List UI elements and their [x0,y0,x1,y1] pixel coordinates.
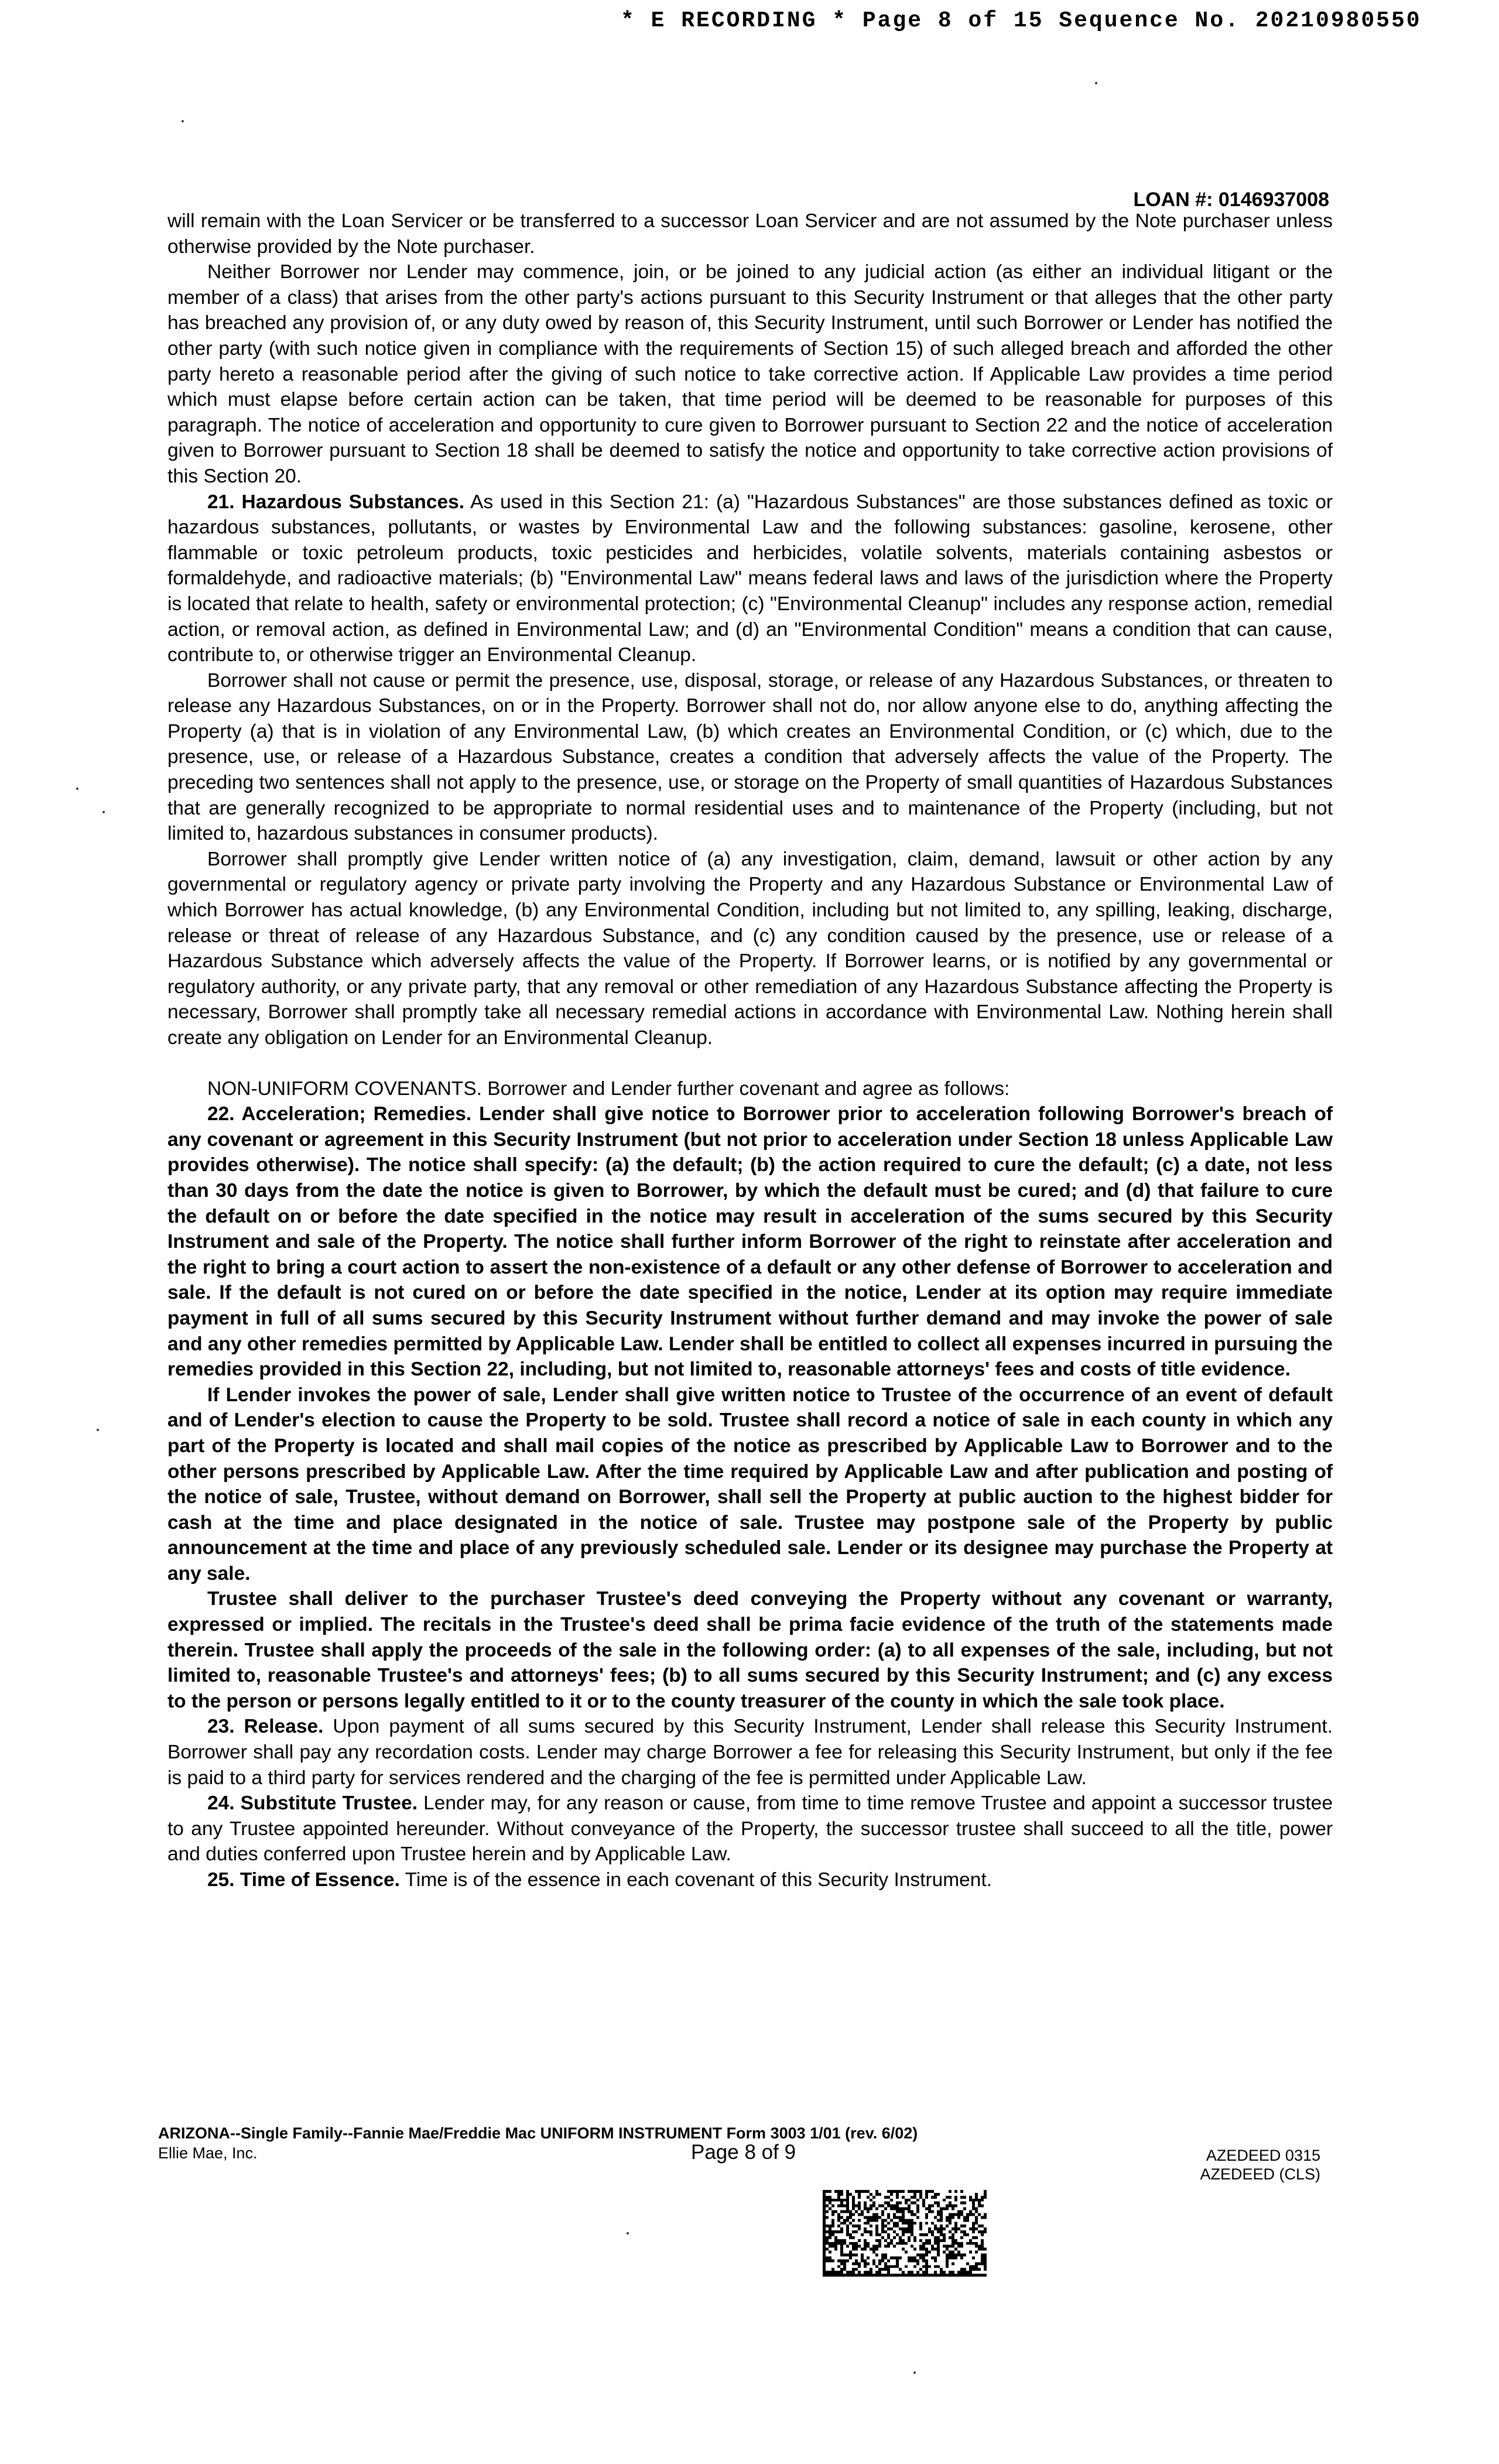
section-25 [167,1867,1333,1893]
footer-form-line: ARIZONA--Single Family--Fannie Mae/Freddie Mac UNIFORM INSTRUMENT Form 3003 1/01 (rev. 6/02) [158,2124,918,2142]
paragraph-judicial-action: Neither Borrower nor Lender may commence, join, or be joined to any judicial action (as either an individual litigant or the member of a class) that arises from the other party's actions pursuant to this Security Instrument or that alleges that the other party has breached any provision of, or any duty owed by reason of, this Security Instrument, until such Borrower or Lender has notified the other party (with such notice given in compliance with the requirements of Section 15) of such alleged breach and afforded the other party hereto a reasonable period after the giving of such notice to take corrective action. If Applicable Law provides a time period which must elapse before certain action can be taken, that time period will be deemed to be reasonable for purposes of this paragraph. The notice of acceleration and opportunity to cure given to Borrower pursuant to Section 22 and the notice of acceleration given to Borrower pursuant to Section 18 shall be deemed to satisfy the notice and opportunity to take corrective action provisions of this Section 20. [167,261,1333,487]
section-23 [167,1714,1333,1791]
section-24 [167,1791,1333,1867]
scan-speck [97,1429,99,1431]
paragraph-continuation: will remain with the Loan Servicer or be transferred to a successor Loan Servicer and are not assumed by the Note purchaser unless otherwise provided by the Note purchaser. [167,210,1333,258]
section-25-heading: 25. Time of Essence. [207,1869,400,1891]
scan-speck [102,811,105,813]
scan-speck [1095,82,1097,84]
section-23-heading: 23. Release. [207,1716,324,1738]
footer-vendor: Ellie Mae, Inc. [158,2144,258,2162]
loan-number: LOAN #: 0146937008 [1133,189,1329,211]
scan-speck [627,2232,629,2234]
section-25-text: Time is of the essence in each covenant of this Security Instrument. [399,1869,993,1891]
paragraph-trustee-deed: Trustee shall deliver to the purchaser Trustee's deed conveying the Property without any covenant or warranty, expressed or implied. The recitals in the Trustee's deed shall be prima facie evidence of the truth of the statements made therein. Trustee shall apply the proceeds of the sale in the following order: (a) to all expenses of the sale, including, but not limited to, reasonable Trustee's and attorneys' fees; (b) to all sums secured by this Security Instrument; and (c) any excess to the person or persons legally entitled to it or to the county treasurer of the county in which the sale took place. [167,1588,1333,1712]
scan-speck [913,2371,916,2374]
document-body [167,208,1333,1893]
non-uniform-covenants: NON-UNIFORM COVENANTS. Borrower and Lender further covenant and agree as follows: [207,1077,1010,1100]
scan-speck [182,120,184,122]
section-24-heading: 24. Substitute Trustee. [207,1792,418,1815]
section-21 [167,490,1333,668]
section-22: 22. Acceleration; Remedies. Lender shall give notice to Borrower prior to acceleration following Borrower's breach of any covenant or agreement in this Security Instrument (but not prior to acceleration under Section 18 unless Applicable Law provides otherwise). The notice shall specify: (a) the default; (b) the action required to cure the default; (c) a date, not less than 30 days from the date the notice is given to Borrower, by which the default must be cured; and (d) that failure to cure the default on or before the date specified in the notice may result in acceleration of the sums secured by this Security Instrument and sale of the Property. The notice shall further inform Borrower of the right to reinstate after acceleration and the right to bring a court action to assert the non-existence of a default or any other defense of Borrower to acceleration and sale. If the default is not cured on or before the date specified in the notice, Lender at its option may require immediate payment in full of all sums secured by this Security Instrument without further demand and may invoke the power of sale and any other remedies permitted by Applicable Law. Lender shall be entitled to collect all expenses incurred in pursuing the remedies provided in this Section 22, including, but not limited to, reasonable attorneys' fees and costs of title evidence. [167,1103,1333,1381]
recording-header: * E RECORDING * Page 8 of 15 Sequence No. 20210980550 [621,8,1422,33]
footer-page-number: Page 8 of 9 [691,2141,796,2164]
scan-speck [76,788,78,790]
paragraph-hazardous-notice: Borrower shall promptly give Lender written notice of (a) any investigation, claim, demand, lawsuit or other action by any governmental or regulatory agency or private party involving the Property and any Hazardous Substance or Environmental Law of which Borrower has actual knowledge, (b) any Environmental Condition, including but not limited to, any spilling, leaking, discharge, release or threat of release of any Hazardous Substance, and (c) any condition caused by the presence, use or release of a Hazardous Substance which adversely affects the value of the Property. If Borrower learns, or is notified by any governmental or regulatory authority, or any private party, that any removal or other remediation of any Hazardous Substance affecting the Property is necessary, Borrower shall promptly take all necessary remedial actions in accordance with Environmental Law. Nothing herein shall create any obligation on Lender for an Environmental Cleanup. [167,848,1333,1049]
footer-form-code-cls: AZEDEED (CLS) [1200,2165,1320,2183]
footer-form-code: AZEDEED 0315 [1206,2147,1320,2164]
section-24-text: Lender may, for any reason or cause, from time to time remove Trustee and appoint a successor trustee to any Trustee appointed hereunder. Without conveyance of the Property, the successor trustee shall succeed to all the title, power and duties conferred upon Trustee herein and by Applicable Law. [167,1792,1333,1866]
section-23-text: Upon payment of all sums secured by this Security Instrument, Lender shall release this Security Instrument. Borrower shall pay any recordation costs. Lender may charge Borrower a fee for releasing this Security Instrument, but only if the fee is paid to a third party for services rendered and the charging of the fee is permitted under Applicable Law. [167,1716,1333,1789]
section-21-text: As used in this Section 21: (a) "Hazardous Substances" are those substances defined as toxic or hazardous substances, pollutants, or wastes by Environmental Law and the following substances: gasoline, kerosene, other flammable or toxic petroleum products, toxic pesticides and herbicides, volatile solvents, materials containing asbestos or formaldehyde, and radioactive materials; (b) "Environmental Law" means federal laws and laws of the jurisdiction where the Property is located that relate to health, safety or environmental protection; (c) "Environmental Cleanup" includes any response action, remedial action, or removal action, as defined in Environmental Law; and (d) an "Environmental Condition" means a condition that can cause, contribute to, or otherwise trigger an Environmental Cleanup. [167,491,1333,666]
paragraph-hazardous-presence: Borrower shall not cause or permit the presence, use, disposal, storage, or release of any Hazardous Substances, or threaten to release any Hazardous Substances, on or in the Property. Borrower shall not do, nor allow anyone else to do, anything affecting the Property (a) that is in violation of any Environmental Law, (b) which creates an Environmental Condition, or (c) which, due to the presence, use, or release of a Hazardous Substance, creates a condition that adversely affects the value of the Property. The preceding two sentences shall not apply to the presence, use, or storage on the Property of small quantities of Hazardous Substances that are generally recognized to be appropriate to normal residential uses and to maintenance of the Property (including, but not limited to, hazardous substances in consumer products). [167,669,1333,845]
barcode-2d-icon [823,2190,987,2277]
paragraph-power-of-sale: If Lender invokes the power of sale, Lender shall give written notice to Trustee of the occurrence of an event of default and of Lender's election to cause the Property to be sold. Trustee shall record a notice of sale in each county in which any part of the Property is located and shall mail copies of the notice as prescribed by Applicable Law to Borrower and to the other persons prescribed by Applicable Law. After the time required by Applicable Law and after publication and posting of the notice of sale, Trustee, without demand on Borrower, shall sell the Property at public auction to the highest bidder for cash at the time and place designated in the notice of sale. Trustee may postpone sale of the Property by public announcement at the time and place of any previously scheduled sale. Lender or its designee may purchase the Property at any sale. [167,1384,1333,1585]
section-21-heading: 21. Hazardous Substances. [207,491,465,513]
